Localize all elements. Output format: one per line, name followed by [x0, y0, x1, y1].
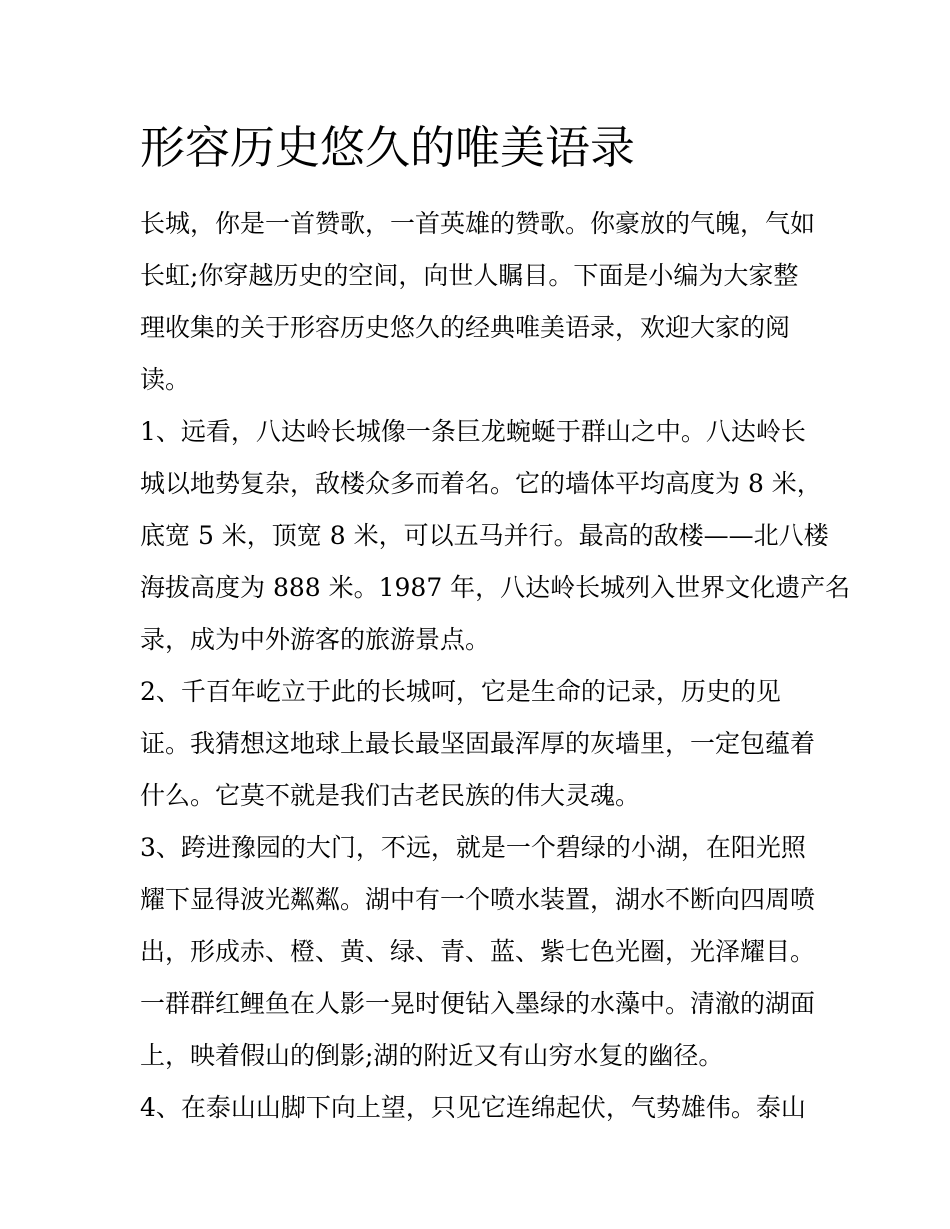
text-line: 1、远看，八达岭长城像一条巨龙蜿蜒于群山之中。八达岭长	[140, 417, 806, 446]
text-line: 理收集的关于形容历史悠久的经典唯美语录，欢迎大家的阅	[140, 313, 791, 342]
text-line: 城以地势复杂，敌楼众多而着名。它的墙体平均高度为 8 米，	[140, 469, 822, 498]
text-line: 读。	[140, 365, 191, 394]
text-line: 2、千百年屹立于此的长城呵，它是生命的记录，历史的见	[140, 677, 781, 706]
text-line: 证。我猜想这地球上最长最坚固最浑厚的灰墙里，一定包蕴着	[140, 729, 816, 758]
text-line: 底宽 5 米，顶宽 8 米，可以五马并行。最高的敌楼——北八楼	[140, 521, 829, 550]
text-line: 出，形成赤、橙、黄、绿、青、蓝、紫七色光圈，光泽耀目。	[140, 937, 816, 966]
text-line: 耀下显得波光粼粼。湖中有一个喷水装置，湖水不断向四周喷	[140, 885, 816, 914]
text-line: 一群群红鲤鱼在人影一晃时便钻入墨绿的水藻中。清澈的湖面	[140, 989, 816, 1018]
document-content	[140, 118, 851, 1134]
text-line: 长虹;你穿越历史的空间，向世人瞩目。下面是小编为大家整	[140, 261, 799, 290]
document-title: 形容历史悠久的唯美语录	[140, 121, 636, 174]
text-line: 海拔高度为 888 米。1987 年，八达岭长城列入世界文化遗产名	[140, 573, 851, 602]
document-body	[140, 198, 851, 1134]
text-line: 3、跨进豫园的大门，不远，就是一个碧绿的小湖，在阳光照	[140, 833, 806, 862]
text-line: 上，映着假山的倒影;湖的附近又有山穷水复的幽径。	[140, 1041, 724, 1070]
text-line: 长城，你是一首赞歌，一首英雄的赞歌。你豪放的气魄，气如	[140, 209, 816, 238]
text-line: 什么。它莫不就是我们古老民族的伟大灵魂。	[140, 781, 641, 810]
text-line: 4、在泰山山脚下向上望，只见它连绵起伏，气势雄伟。泰山	[140, 1093, 806, 1122]
text-line: 录，成为中外游客的旅游景点。	[140, 625, 491, 654]
